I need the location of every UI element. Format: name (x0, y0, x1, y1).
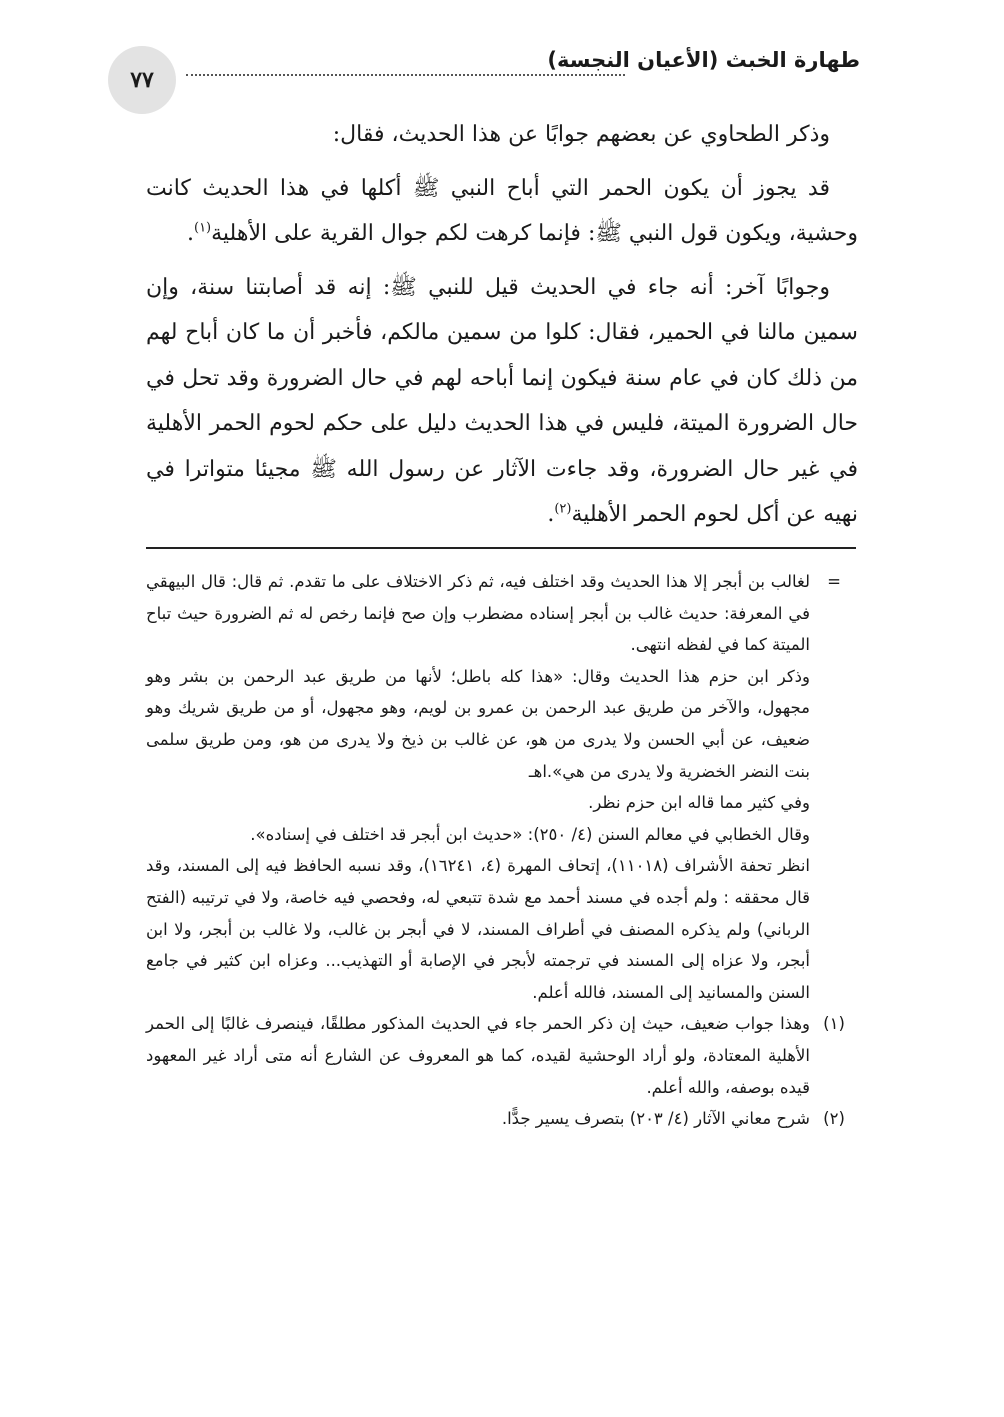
footnote-ref-1[interactable]: (١) (193, 220, 212, 236)
footnote-continuation-para-1: لغالب بن أبجر إلا هذا الحديث وقد اختلف فيه، ثم ذكر الاختلاف على ما تقدم. ثم قال: قال البيهقي في المعرفة: حديث غالب بن أبجر إسناده مضطرب وإن صح فإنما رخص له ثم الضرورة حيث تباح الميتة كما في لفظه انتهى. (146, 572, 810, 655)
main-paragraph-3-text: وجوابًا آخر: أنه جاء في الحديث قيل للنبي ﷺ: إنه قد أصابتنا سنة، وإن سمين مالنا في الحمير، فقال: كلوا من سمين مالكم، فأخبر أن ما كان أباح لهم من ذلك كان في عام سنة فيكون إنما أباحه لهم في حال الضرورة وقد تحل في حال الضرورة الميتة، فليس في هذا الحديث دليل على حكم لحوم الحمر الأهلية في غير حال الضرورة، وقد جاءت الآثار عن رسول الله ﷺ مجيئا متواترا في نهيه عن أكل لحوم الحمر الأهلية (146, 274, 858, 527)
main-paragraph-3 (146, 265, 858, 538)
page-number: ٧٧ (130, 67, 154, 93)
header-dotted-leader (186, 72, 625, 76)
paragraph-3-period: . (547, 502, 555, 527)
footnote-ref-2[interactable]: (٢) (554, 501, 572, 517)
main-paragraph-2-text: قد يجوز أن يكون الحمر التي أباح النبي ﷺ أكلها في هذا الحديث كانت وحشية، ويكون قول النبي ﷺ: فإنما كرهت لكم جوال القرية على الأهلية (146, 175, 858, 246)
footnote-continuation-para-4: وقال الخطابي في معالم السنن (٤/ ٢٥٠): «حديث ابن أبجر قد اختلف في إسناده». (250, 824, 810, 844)
footnote-1-marker: (١) (823, 1014, 845, 1034)
footnote-separator (146, 547, 856, 549)
page-header (108, 46, 860, 96)
footnote-1 (146, 1008, 858, 1103)
footnote-continuation-para-3: وفي كثير مما قاله ابن حزم نظر. (588, 793, 810, 813)
footnote-2 (146, 1103, 858, 1135)
footnote-continuation-para-2: وذكر ابن حزم هذا الحديث وقال: «هذا كله باطل؛ لأنها من طريق عبد الرحمن بن بشر وهو مجهول، والآخر من طريق عبد الرحمن بن عمرو بن لويم، وهو مجهول، أو من طريق شريك وهو ضعيف، عن أبي الحسن ولا يدرى من هو، عن غالب بن ذيخ ولا يدرى من هو، ومن طريق سلمى بنت النضر الخضرية ولا يدرى من هي».اهـ (146, 666, 810, 781)
page-number-badge (108, 46, 176, 114)
footnote-2-text: شرح معاني الآثار (٤/ ٢٠٣) بتصرف يسير جدًّا. (501, 1109, 810, 1129)
main-paragraph-2 (146, 166, 858, 257)
main-text (146, 112, 858, 538)
continuation-marker: = (827, 572, 841, 591)
running-title: طهارة الخبث (الأعيان النجسة) (547, 48, 860, 72)
main-paragraph-1: وذكر الطحاوي عن بعضهم جوابًا عن هذا الحديث، فقال: (332, 122, 830, 147)
paragraph-2-period: . (186, 221, 194, 246)
footnote-continuation-para-5: انظر تحفة الأشراف (١١٠١٨)، إتحاف المهرة (٤، ١٦٢٤١)، وقد نسبه الحافظ فيه إلى المسند، وقد قال محققه : ولم أجده في مسند أحمد مع شدة تتبعي له، وفحصي فيه خاصة، ولا في ترتيبه (الفتح الرباني) ولم يذكره المصنف في أطراف المسند، لا في أبجر بن غالب، ولا غالب بن أبجر، ولا ابن أبجر، ولا عزاه إلى المسند في ترجمته لأبجر في الإصابة أو التهذيب... وعزاه ابن كثير في جامع السنن والمسانيد إلى المسند، فالله أعلم. (146, 856, 810, 1002)
footnote-continuation (146, 566, 858, 1008)
footnotes (146, 566, 858, 1135)
footnote-2-marker: (٢) (823, 1109, 845, 1129)
footnote-1-text: وهذا جواب ضعيف، حيث إن ذكر الحمر جاء في الحديث المذكور مطلقًا، فينصرف غالبًا إلى الحمر الأهلية المعتادة، ولو أراد الوحشية لقيده، كما هو المعروف عن الشارع أنه متى أراد غير المعهود قيده بوصفه، والله أعلم. (146, 1014, 810, 1097)
